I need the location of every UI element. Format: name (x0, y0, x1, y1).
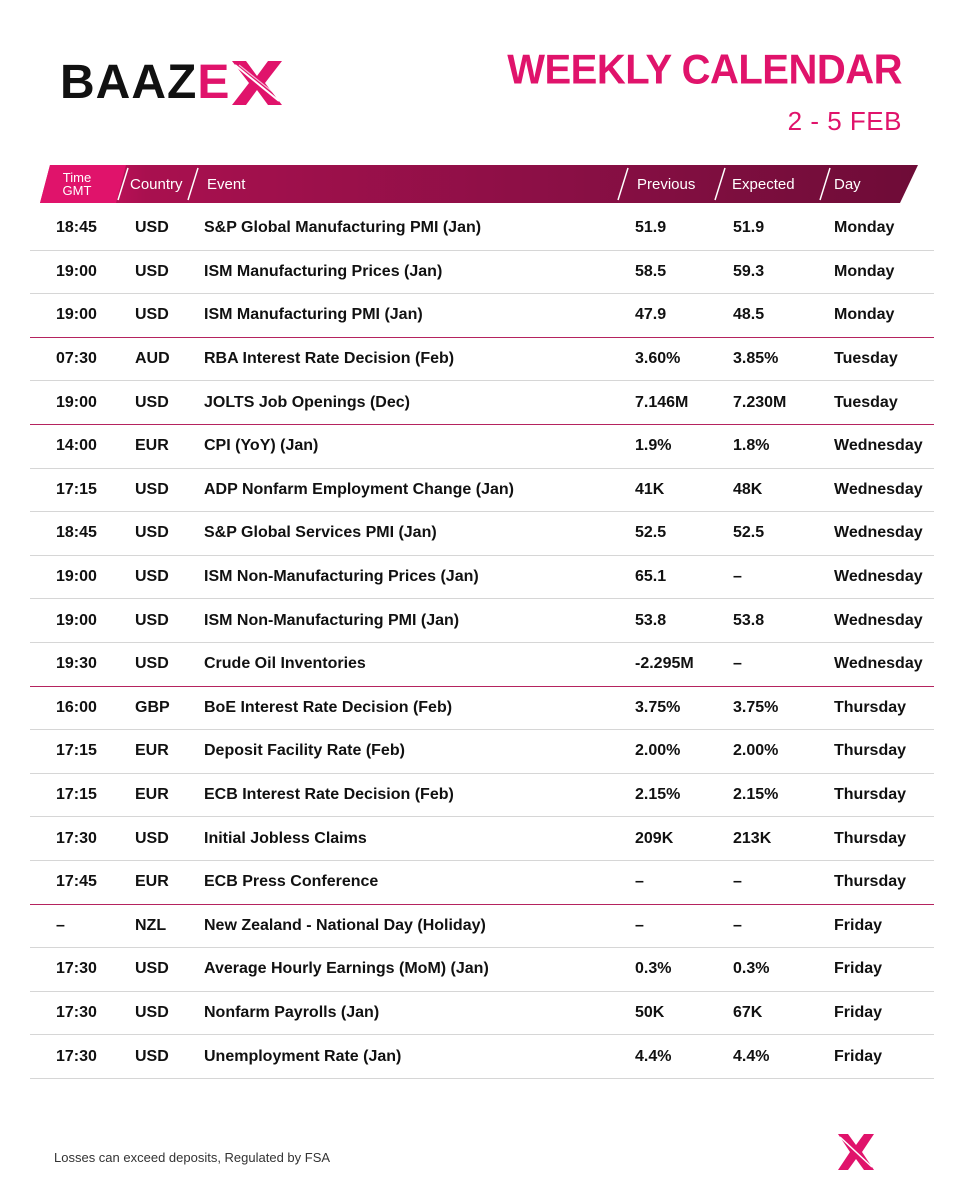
x-mark-icon (838, 1134, 874, 1170)
cell-day: Friday (834, 1003, 883, 1021)
column-header-time-line1: Time (62, 170, 92, 185)
cell-day: Wednesday (834, 568, 923, 586)
cell-time: 19:00 (56, 262, 97, 280)
cell-event: ISM Manufacturing Prices (Jan) (204, 262, 443, 280)
column-header-event: Event (207, 175, 246, 193)
table-row (30, 643, 934, 687)
brand-name-pink: E (197, 56, 231, 109)
cell-time: 17:15 (56, 786, 97, 804)
cell-day: Thursday (834, 786, 907, 804)
cell-country: USD (135, 1003, 169, 1021)
cell-time: 19:00 (56, 306, 97, 324)
calendar-table (30, 207, 934, 1079)
cell-event: S&P Global Manufacturing PMI (Jan) (204, 219, 482, 237)
column-header-previous: Previous (637, 175, 696, 193)
cell-event: Deposit Facility Rate (Feb) (204, 742, 405, 760)
cell-event: Crude Oil Inventories (204, 655, 366, 673)
cell-previous: 50K (635, 1003, 665, 1021)
calendar-title-block (507, 46, 902, 137)
cell-event: BoE Interest Rate Decision (Feb) (204, 698, 453, 716)
table-row (30, 730, 934, 774)
cell-expected: 67K (733, 1003, 763, 1021)
cell-expected: 0.3% (733, 960, 770, 978)
cell-time: 18:45 (56, 219, 97, 237)
table-row (30, 425, 934, 469)
cell-previous: – (635, 916, 644, 934)
cell-country: EUR (135, 742, 169, 760)
cell-day: Wednesday (834, 524, 923, 542)
cell-day: Friday (834, 916, 883, 934)
cell-previous: 53.8 (635, 611, 667, 629)
cell-expected: 2.15% (733, 786, 779, 804)
cell-event: CPI (YoY) (Jan) (204, 437, 319, 455)
cell-previous: 4.4% (635, 1047, 672, 1065)
cell-event: ADP Nonfarm Employment Change (Jan) (204, 480, 514, 498)
page-title: WEEKLY CALENDAR (507, 46, 902, 94)
table-row (30, 294, 934, 338)
cell-expected: 3.85% (733, 350, 779, 368)
cell-expected: 48.5 (733, 306, 765, 324)
cell-time: 19:00 (56, 611, 97, 629)
cell-expected: 1.8% (733, 437, 770, 455)
cell-event: ECB Interest Rate Decision (Feb) (204, 786, 454, 804)
cell-event: New Zealand - National Day (Holiday) (204, 916, 486, 934)
cell-expected: 213K (733, 829, 772, 847)
cell-previous: 3.75% (635, 698, 681, 716)
cell-expected: 51.9 (733, 219, 765, 237)
table-row (30, 469, 934, 513)
cell-expected: – (733, 916, 742, 934)
cell-country: EUR (135, 786, 169, 804)
table-row (30, 687, 934, 731)
table-row (30, 948, 934, 992)
cell-previous: 51.9 (635, 219, 667, 237)
cell-previous: 2.00% (635, 742, 681, 760)
cell-country: USD (135, 393, 169, 411)
cell-event: JOLTS Job Openings (Dec) (204, 393, 410, 411)
cell-previous: 2.15% (635, 786, 681, 804)
cell-event: ISM Manufacturing PMI (Jan) (204, 306, 423, 324)
cell-expected: 4.4% (733, 1047, 770, 1065)
cell-time: 17:15 (56, 742, 97, 760)
cell-expected: 52.5 (733, 524, 765, 542)
cell-event: Unemployment Rate (Jan) (204, 1047, 402, 1065)
cell-expected: – (733, 568, 742, 586)
cell-country: USD (135, 219, 169, 237)
cell-day: Wednesday (834, 437, 923, 455)
cell-time: – (56, 916, 65, 934)
cell-event: ECB Press Conference (204, 873, 379, 891)
table-row (30, 556, 934, 600)
cell-day: Monday (834, 219, 895, 237)
cell-time: 17:15 (56, 480, 97, 498)
cell-day: Friday (834, 960, 883, 978)
cell-time: 17:30 (56, 829, 97, 847)
cell-day: Wednesday (834, 480, 923, 498)
cell-event: Nonfarm Payrolls (Jan) (204, 1003, 380, 1021)
column-header-time (50, 165, 104, 203)
table-row (30, 774, 934, 818)
cell-country: EUR (135, 437, 169, 455)
date-range: 2 - 5 FEB (787, 106, 902, 136)
cell-day: Tuesday (834, 393, 898, 411)
table-header (40, 165, 918, 203)
cell-previous: -2.295M (635, 655, 694, 673)
cell-country: GBP (135, 698, 170, 716)
cell-country: AUD (135, 350, 170, 368)
cell-previous: 52.5 (635, 524, 667, 542)
cell-day: Thursday (834, 873, 907, 891)
table-row (30, 861, 934, 905)
cell-expected: 48K (733, 480, 763, 498)
cell-country: USD (135, 306, 169, 324)
cell-previous: 3.60% (635, 350, 681, 368)
cell-expected: – (733, 655, 742, 673)
column-header-day: Day (834, 175, 861, 193)
cell-day: Thursday (834, 742, 907, 760)
x-mark-icon (232, 61, 282, 105)
cell-country: USD (135, 1047, 169, 1065)
cell-country: USD (135, 262, 169, 280)
cell-event: ISM Non-Manufacturing Prices (Jan) (204, 568, 479, 586)
cell-time: 18:45 (56, 524, 97, 542)
cell-event: RBA Interest Rate Decision (Feb) (204, 350, 455, 368)
cell-event: Initial Jobless Claims (204, 829, 367, 847)
cell-country: NZL (135, 916, 167, 934)
cell-previous: – (635, 873, 644, 891)
brand-logo (60, 58, 282, 108)
cell-time: 07:30 (56, 350, 97, 368)
cell-country: USD (135, 655, 169, 673)
cell-day: Wednesday (834, 655, 923, 673)
cell-time: 19:00 (56, 393, 97, 411)
brand-name (60, 56, 231, 109)
cell-country: USD (135, 960, 169, 978)
cell-country: USD (135, 611, 169, 629)
cell-day: Friday (834, 1047, 883, 1065)
cell-expected: – (733, 873, 742, 891)
cell-time: 19:30 (56, 655, 97, 673)
cell-time: 16:00 (56, 698, 97, 716)
cell-day: Thursday (834, 698, 907, 716)
cell-previous: 41K (635, 480, 665, 498)
cell-event: ISM Non-Manufacturing PMI (Jan) (204, 611, 460, 629)
cell-previous: 65.1 (635, 568, 667, 586)
cell-day: Monday (834, 262, 895, 280)
disclaimer: Losses can exceed deposits, Regulated by FSA (54, 1150, 331, 1165)
brand-name-black: BAAZ (60, 56, 198, 109)
column-header-country: Country (130, 175, 183, 193)
table-row (30, 512, 934, 556)
cell-time: 17:45 (56, 873, 97, 891)
cell-time: 17:30 (56, 1003, 97, 1021)
cell-country: USD (135, 568, 169, 586)
table-row (30, 817, 934, 861)
table-row (30, 992, 934, 1036)
cell-expected: 2.00% (733, 742, 779, 760)
cell-day: Tuesday (834, 350, 898, 368)
column-header-time-line2: GMT (62, 183, 92, 198)
cell-country: USD (135, 829, 169, 847)
cell-expected: 7.230M (733, 393, 787, 411)
cell-previous: 1.9% (635, 437, 672, 455)
table-row (30, 251, 934, 295)
cell-country: USD (135, 480, 169, 498)
cell-country: EUR (135, 873, 169, 891)
cell-time: 17:30 (56, 960, 97, 978)
cell-previous: 7.146M (635, 393, 689, 411)
table-row (30, 381, 934, 425)
column-header-expected: Expected (732, 175, 795, 193)
cell-day: Monday (834, 306, 895, 324)
table-row (30, 1035, 934, 1079)
cell-expected: 3.75% (733, 698, 779, 716)
cell-country: USD (135, 524, 169, 542)
cell-previous: 209K (635, 829, 674, 847)
cell-previous: 58.5 (635, 262, 667, 280)
table-row (30, 599, 934, 643)
cell-previous: 0.3% (635, 960, 672, 978)
cell-time: 14:00 (56, 437, 97, 455)
table-row (30, 905, 934, 949)
cell-time: 19:00 (56, 568, 97, 586)
table-row (30, 338, 934, 382)
cell-day: Thursday (834, 829, 907, 847)
cell-expected: 59.3 (733, 262, 765, 280)
cell-expected: 53.8 (733, 611, 765, 629)
cell-event: S&P Global Services PMI (Jan) (204, 524, 437, 542)
cell-time: 17:30 (56, 1047, 97, 1065)
cell-event: Average Hourly Earnings (MoM) (Jan) (204, 960, 489, 978)
cell-day: Wednesday (834, 611, 923, 629)
table-row (30, 207, 934, 251)
cell-previous: 47.9 (635, 306, 667, 324)
